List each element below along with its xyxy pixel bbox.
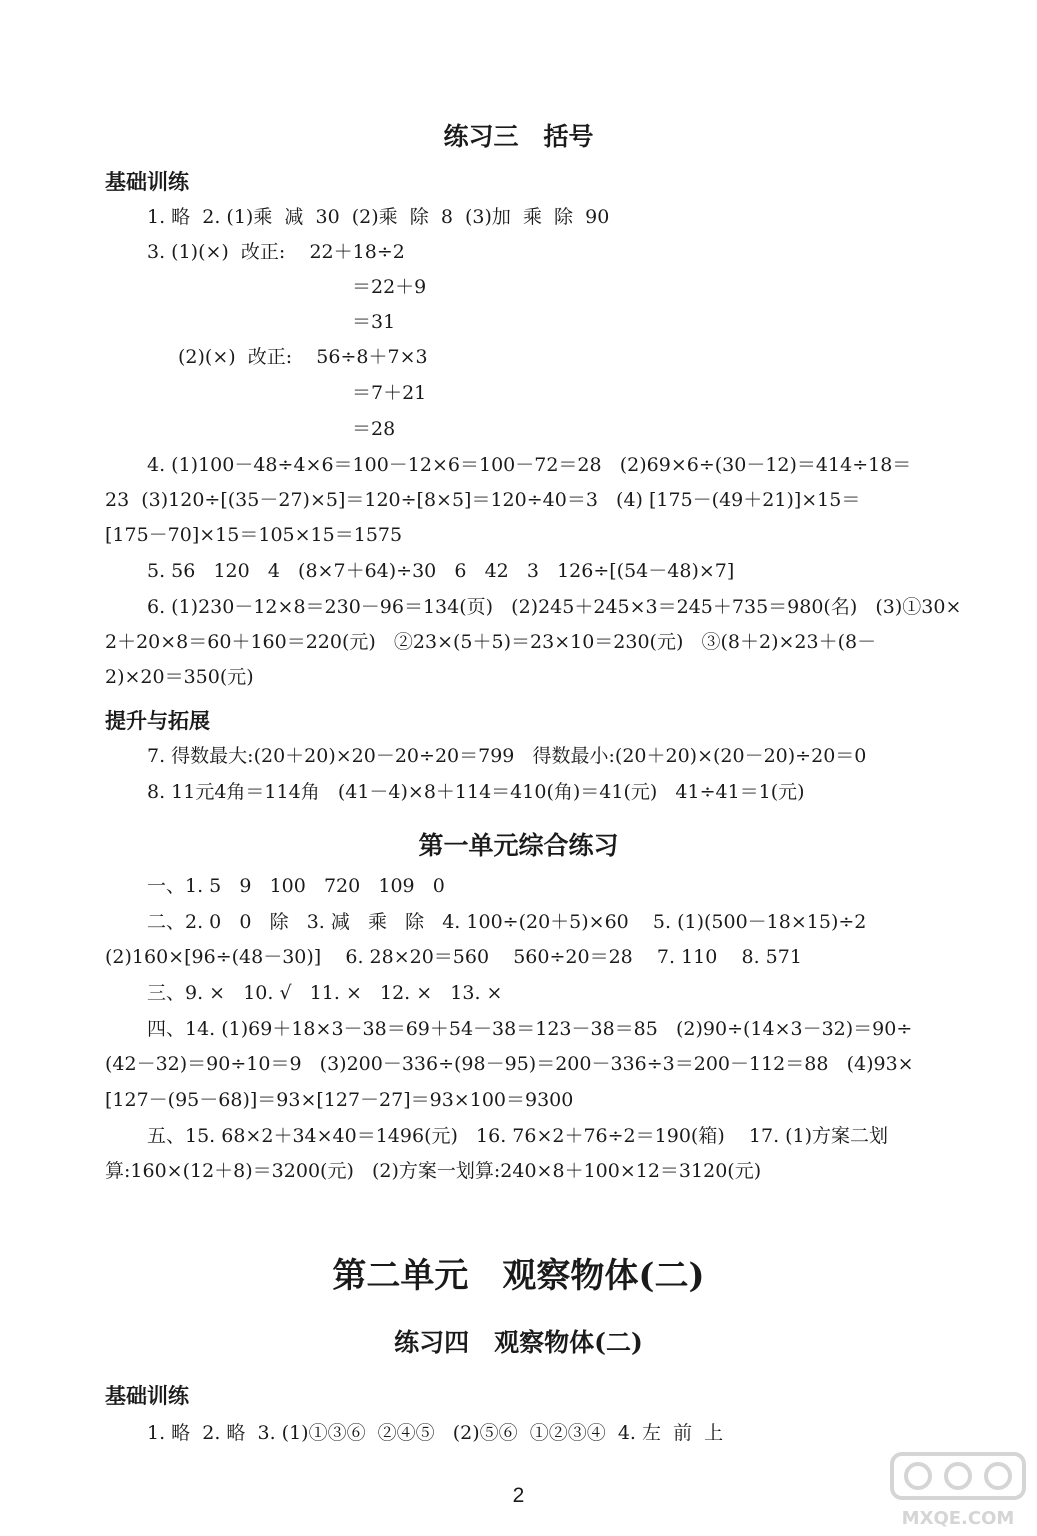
answer-line: (2)(×) 改正: 56÷8＋7×3 — [178, 346, 428, 368]
answer-line: 5. 56 120 4 (8×7＋64)÷30 6 42 3 126÷[(54－48)×7] — [147, 560, 735, 582]
watermark-text: MXQE.COM — [901, 1508, 1015, 1529]
answer-line: 3. (1)(×) 改正: 22＋18÷2 — [147, 241, 405, 263]
answer-line: ＝28 — [352, 418, 396, 440]
answer-line: 4. (1)100－48÷4×6＝100－12×6＝100－72＝28 (2)69×6÷(30－12)＝414÷18＝ — [147, 454, 912, 476]
answer-line: 三、9. × 10. √ 11. × 12. × 13. × — [147, 982, 503, 1004]
answer-line: 算:160×(12＋8)＝3200(元) (2)方案一划算:240×8＋100×12＝3120(元) — [105, 1160, 762, 1182]
answer-line: 7. 得数最大:(20＋20)×20－20÷20＝799 得数最小:(20＋20)×(20－20)÷20＝0 — [147, 745, 867, 767]
answer-line: 2＋20×8＝60＋160＝220(元) ②23×(5＋5)＝23×10＝230(元) ③(8＋2)×23＋(8－ — [105, 631, 877, 653]
answer-line: 1. 略 2. (1)乘 减 30 (2)乘 除 8 (3)加 乘 除 90 — [147, 206, 610, 228]
heading-basic-training-2: 基础训练 — [105, 1384, 189, 1408]
answer-line: (42－32)＝90÷10＝9 (3)200－336÷(98－95)＝200－336÷3＝200－112＝88 (4)93× — [105, 1053, 914, 1075]
answer-line: ＝31 — [352, 311, 396, 333]
answer-line: [127－(95－68)]＝93×[127－27]＝93×100＝9300 — [105, 1089, 574, 1111]
answer-line: (2)160×[96÷(48－30)] 6. 28×20＝560 560÷20＝28 7. 110 8. 571 — [105, 946, 802, 968]
answer-line: ＝22＋9 — [352, 276, 427, 298]
answer-line: 五、15. 68×2＋34×40＝1496(元) 16. 76×2＋76÷2＝190(箱) 17. (1)方案二划 — [147, 1125, 889, 1147]
answer-line: 23 (3)120÷[(35－27)×5]＝120÷[8×5]＝120÷40＝3 (4) [175－(49＋21)]×15＝ — [105, 489, 861, 511]
answer-line: 一、1. 5 9 100 720 109 0 — [147, 875, 445, 897]
answer-line: [175－70]×15＝105×15＝1575 — [105, 524, 403, 546]
section-title-practice-4: 练习四 观察物体(二) — [394, 1328, 643, 1357]
unit-title-observing-objects: 第二单元 观察物体(二) — [332, 1256, 705, 1296]
watermark-logo — [888, 1448, 1028, 1530]
page-number: 2 — [512, 1484, 525, 1507]
answer-line: 1. 略 2. 略 3. (1)①③⑥ ②④⑤ (2)⑤⑥ ①②③④ 4. 左 前 上 — [147, 1422, 724, 1444]
heading-improve-and-extend: 提升与拓展 — [105, 709, 210, 733]
answer-line: ＝7＋21 — [352, 382, 427, 404]
section-title-unit-1-review: 第一单元综合练习 — [418, 831, 619, 860]
answer-line: 8. 11元4角＝114角 (41－4)×8＋114＝410(角)＝41(元) 41÷41＝1(元) — [147, 781, 805, 803]
section-title-practice-3: 练习三 括号 — [443, 122, 594, 151]
answer-line: 四、14. (1)69＋18×3－38＝69＋54－38＝123－38＝85 (2)90÷(14×3－32)＝90÷ — [147, 1018, 913, 1040]
answer-line: 6. (1)230－12×8＝230－96＝134(页) (2)245＋245×3＝245＋735＝980(名) (3)①30× — [147, 596, 962, 618]
answer-line: 2)×20＝350(元) — [105, 666, 254, 688]
answer-line: 二、2. 0 0 除 3. 减 乘 除 4. 100÷(20＋5)×60 5. (1)(500－18×15)÷2 — [147, 911, 867, 933]
heading-basic-training: 基础训练 — [105, 170, 189, 194]
